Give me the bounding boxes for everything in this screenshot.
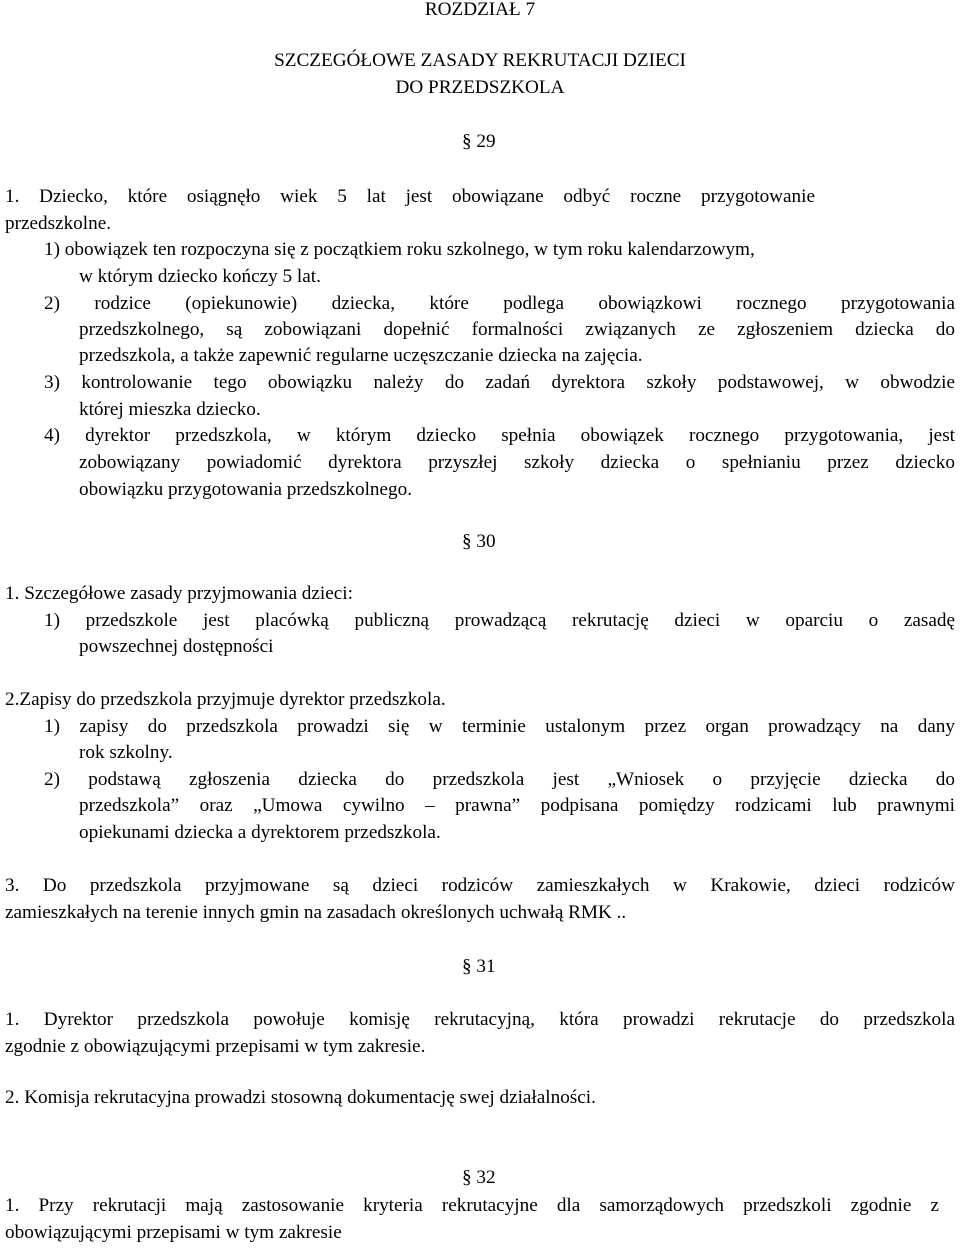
chapter-title-line1: SZCZEGÓŁOWE ZASADY REKRUTACJI DZIECI bbox=[274, 50, 686, 71]
paragraph-line: 4) dyrektor przedszkola, w którym dziecko spełnia obowiązek rocznego przygotowania, jest bbox=[44, 425, 955, 446]
section-heading-32: § 32 bbox=[462, 1167, 496, 1188]
paragraph-line: której mieszka dziecko. bbox=[79, 399, 261, 420]
paragraph-line: 2) rodzice (opiekunowie) dziecka, które podlega obowiązkowi rocznego przygotowania bbox=[44, 293, 955, 314]
paragraph-line: w którym dziecko kończy 5 lat. bbox=[79, 266, 321, 287]
paragraph-line: 2. Komisja rekrutacyjna prowadzi stosowną dokumentację swej działalności. bbox=[5, 1087, 596, 1108]
paragraph-line: 2.Zapisy do przedszkola przyjmuje dyrektor przedszkola. bbox=[5, 689, 446, 710]
chapter-number: ROZDZIAŁ 7 bbox=[424, 0, 536, 20]
paragraph-line: 3. Do przedszkola przyjmowane są dzieci rodziców zamieszkałych w Krakowie, dzieci rodziców bbox=[5, 875, 955, 896]
paragraph-line: przedszkola” oraz „Umowa cywilno – prawna” podpisana pomiędzy rodzicami lub prawnymi bbox=[79, 795, 955, 816]
section-heading-29: § 29 bbox=[462, 131, 496, 152]
paragraph-line: przedszkola, a także zapewnić regularne uczęszczanie dziecka na zajęcia. bbox=[79, 345, 643, 366]
section-heading-30: § 30 bbox=[462, 531, 496, 552]
chapter-title-line2: DO PRZEDSZKOLA bbox=[395, 77, 565, 98]
paragraph-line: 3) kontrolowanie tego obowiązku należy do zadań dyrektora szkoły podstawowej, w obwodzie bbox=[44, 372, 955, 393]
paragraph-line: przedszkolnego, są zobowiązani dopełnić formalności związanych ze zgłoszeniem dziecka do bbox=[79, 319, 955, 340]
paragraph-line: obowiązującymi przepisami w tym zakresie bbox=[5, 1222, 342, 1243]
paragraph-line: 1. Dziecko, które osiągnęło wiek 5 lat jest obowiązane odbyć roczne przygotowanie bbox=[5, 186, 815, 207]
paragraph-line: zamieszkałych na terenie innych gmin na zasadach określonych uchwałą RMK .. bbox=[5, 902, 627, 923]
paragraph-line: 1) obowiązek ten rozpoczyna się z początkiem roku szkolnego, w tym roku kalendarzowym, bbox=[44, 239, 755, 260]
paragraph-line: zobowiązany powiadomić dyrektora przyszłej szkoły dziecka o spełnianiu przez dziecko bbox=[79, 452, 955, 473]
paragraph-line: 1. Szczegółowe zasady przyjmowania dzieci: bbox=[5, 583, 353, 604]
paragraph-line: 1. Przy rekrutacji mają zastosowanie kryteria rekrutacyjne dla samorządowych przedszkoli zgodnie z bbox=[5, 1195, 939, 1216]
paragraph-line: rok szkolny. bbox=[79, 742, 173, 763]
paragraph-line: 1. Dyrektor przedszkola powołuje komisję rekrutacyjną, która prowadzi rekrutacje do przedszkola bbox=[5, 1009, 955, 1030]
paragraph-line: powszechnej dostępności bbox=[79, 636, 274, 657]
paragraph-line: 1) przedszkole jest placówką publiczną prowadzącą rekrutację dzieci w oparciu o zasadę bbox=[44, 610, 955, 631]
paragraph-line: opiekunami dziecka a dyrektorem przedszkola. bbox=[79, 822, 441, 843]
paragraph-line: obowiązku przygotowania przedszkolnego. bbox=[79, 479, 413, 500]
paragraph-line: 1) zapisy do przedszkola prowadzi się w terminie ustalonym przez organ prowadzący na dany bbox=[44, 716, 955, 737]
paragraph-line: zgodnie z obowiązującymi przepisami w tym zakresie. bbox=[5, 1036, 426, 1057]
paragraph-line: przedszkolne. bbox=[5, 213, 112, 234]
paragraph-line: 2) podstawą zgłoszenia dziecka do przedszkola jest „Wniosek o przyjęcie dziecka do bbox=[44, 769, 955, 790]
section-heading-31: § 31 bbox=[462, 956, 496, 977]
